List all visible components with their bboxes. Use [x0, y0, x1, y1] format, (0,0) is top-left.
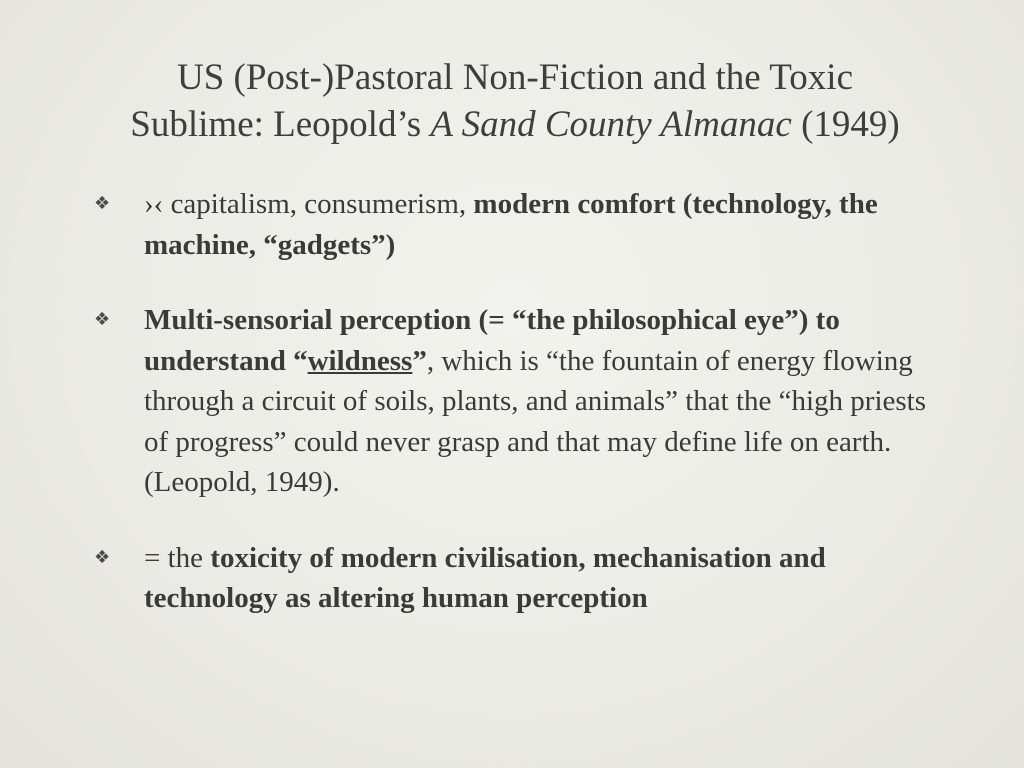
bullet-3-plain: = the — [144, 541, 211, 574]
diamond-bullet-icon: ❖ — [94, 193, 111, 214]
title-line-2-prefix: Sublime: Leopold’s — [130, 104, 431, 145]
bullet-3-bold: toxicity of modern civilisation, mechanisation and technology as altering human perception — [144, 541, 826, 614]
diamond-bullet-icon: ❖ — [94, 546, 111, 568]
bullet-1-plain: ›‹ capitalism, consumerism, — [144, 188, 474, 220]
diamond-bullet-icon: ❖ — [94, 309, 111, 330]
bullet-item-3 — [92, 538, 942, 619]
bullet-item-1 — [92, 184, 942, 265]
bullet-1-bold: modern comfort (technology, the machine, “gadgets”) — [144, 188, 878, 261]
bullet-list — [92, 184, 942, 619]
bullet-2-underlined: wildness — [307, 344, 413, 377]
bullet-2-bold-a: Multi-sensorial perception (= “the philosophical eye”) to understand “ — [144, 304, 840, 377]
bullet-item-2 — [92, 300, 942, 503]
title-line-1: US (Post-)Pastoral Non-Fiction and the Toxic — [176, 57, 854, 98]
title-year: (1949) — [791, 104, 900, 145]
bullet-2-bold-b: ” — [412, 344, 427, 377]
slide-title — [80, 54, 950, 148]
title-book-name: A Sand County Almanac — [430, 104, 792, 145]
bullet-2-plain: , which is “the fountain of energy flowing through a circuit of soils, plants, and animals” that the “high priests of progress” could never grasp and that may define life on earth. (Leopold, 1949). — [144, 344, 927, 498]
